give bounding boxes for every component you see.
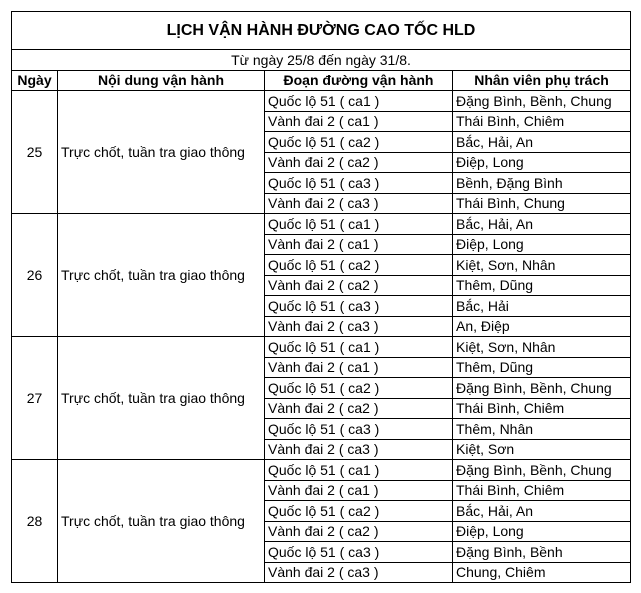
road-cell: Quốc lộ 51 ( ca2 ) [265, 501, 453, 522]
table-row [12, 91, 631, 112]
road-cell: Vành đai 2 ( ca3 ) [265, 439, 453, 460]
road-cell: Vành đai 2 ( ca2 ) [265, 521, 453, 542]
road-cell: Vành đai 2 ( ca3 ) [265, 562, 453, 583]
staff-cell: Thêm, Nhân [453, 419, 631, 440]
staff-cell: Thái Bình, Chiêm [453, 398, 631, 419]
staff-cell: An, Điệp [453, 316, 631, 337]
road-cell: Quốc lộ 51 ( ca2 ) [265, 378, 453, 399]
day-cell: 28 [12, 460, 58, 583]
schedule-table [11, 11, 631, 583]
staff-cell: Đặng Bình, Bềnh [453, 542, 631, 563]
road-cell: Quốc lộ 51 ( ca1 ) [265, 460, 453, 481]
road-cell: Quốc lộ 51 ( ca3 ) [265, 542, 453, 563]
staff-cell: Thái Bình, Chung [453, 193, 631, 214]
staff-cell: Điệp, Long [453, 521, 631, 542]
road-cell: Vành đai 2 ( ca2 ) [265, 275, 453, 296]
schedule-body [12, 91, 631, 583]
content-cell: Trực chốt, tuần tra giao thông [58, 460, 265, 583]
staff-cell: Bềnh, Đặng Bình [453, 173, 631, 194]
road-cell: Quốc lộ 51 ( ca1 ) [265, 91, 453, 112]
staff-cell: Thái Bình, Chiêm [453, 111, 631, 132]
staff-cell: Thêm, Dũng [453, 357, 631, 378]
header-row [12, 70, 631, 91]
title-row [12, 12, 631, 50]
road-cell: Vành đai 2 ( ca3 ) [265, 193, 453, 214]
road-cell: Vành đai 2 ( ca2 ) [265, 398, 453, 419]
road-cell: Vành đai 2 ( ca2 ) [265, 152, 453, 173]
content-cell: Trực chốt, tuần tra giao thông [58, 91, 265, 214]
content-cell: Trực chốt, tuần tra giao thông [58, 214, 265, 337]
road-cell: Quốc lộ 51 ( ca3 ) [265, 173, 453, 194]
road-cell: Vành đai 2 ( ca3 ) [265, 316, 453, 337]
staff-cell: Điệp, Long [453, 152, 631, 173]
day-cell: 26 [12, 214, 58, 337]
staff-cell: Bắc, Hải, An [453, 501, 631, 522]
road-cell: Quốc lộ 51 ( ca3 ) [265, 419, 453, 440]
table-row [12, 214, 631, 235]
date-range: Từ ngày 25/8 đến ngày 31/8. [12, 50, 631, 71]
staff-cell: Kiệt, Sơn, Nhân [453, 255, 631, 276]
road-cell: Quốc lộ 51 ( ca2 ) [265, 255, 453, 276]
header-staff: Nhân viên phụ trách [453, 70, 631, 91]
road-cell: Vành đai 2 ( ca1 ) [265, 357, 453, 378]
header-day: Ngày [12, 70, 58, 91]
staff-cell: Thái Bình, Chiêm [453, 480, 631, 501]
table-row [12, 460, 631, 481]
header-content: Nội dung vận hành [58, 70, 265, 91]
staff-cell: Bắc, Hải, An [453, 132, 631, 153]
road-cell: Quốc lộ 51 ( ca3 ) [265, 296, 453, 317]
staff-cell: Chung, Chiêm [453, 562, 631, 583]
road-cell: Vành đai 2 ( ca1 ) [265, 111, 453, 132]
staff-cell: Đặng Bình, Bềnh, Chung [453, 378, 631, 399]
staff-cell: Thêm, Dũng [453, 275, 631, 296]
road-cell: Vành đai 2 ( ca1 ) [265, 480, 453, 501]
day-cell: 27 [12, 337, 58, 460]
table-row [12, 337, 631, 358]
staff-cell: Điệp, Long [453, 234, 631, 255]
content-cell: Trực chốt, tuần tra giao thông [58, 337, 265, 460]
staff-cell: Kiệt, Sơn, Nhân [453, 337, 631, 358]
staff-cell: Bắc, Hải, An [453, 214, 631, 235]
road-cell: Quốc lộ 51 ( ca1 ) [265, 337, 453, 358]
header-road: Đoạn đường vận hành [265, 70, 453, 91]
staff-cell: Kiệt, Sơn [453, 439, 631, 460]
road-cell: Vành đai 2 ( ca1 ) [265, 234, 453, 255]
staff-cell: Đặng Bình, Bềnh, Chung [453, 460, 631, 481]
page-title: LỊCH VẬN HÀNH ĐƯỜNG CAO TỐC HLD [12, 12, 631, 50]
staff-cell: Đặng Bình, Bềnh, Chung [453, 91, 631, 112]
road-cell: Quốc lộ 51 ( ca1 ) [265, 214, 453, 235]
subtitle-row [12, 50, 631, 71]
day-cell: 25 [12, 91, 58, 214]
road-cell: Quốc lộ 51 ( ca2 ) [265, 132, 453, 153]
staff-cell: Bắc, Hải [453, 296, 631, 317]
